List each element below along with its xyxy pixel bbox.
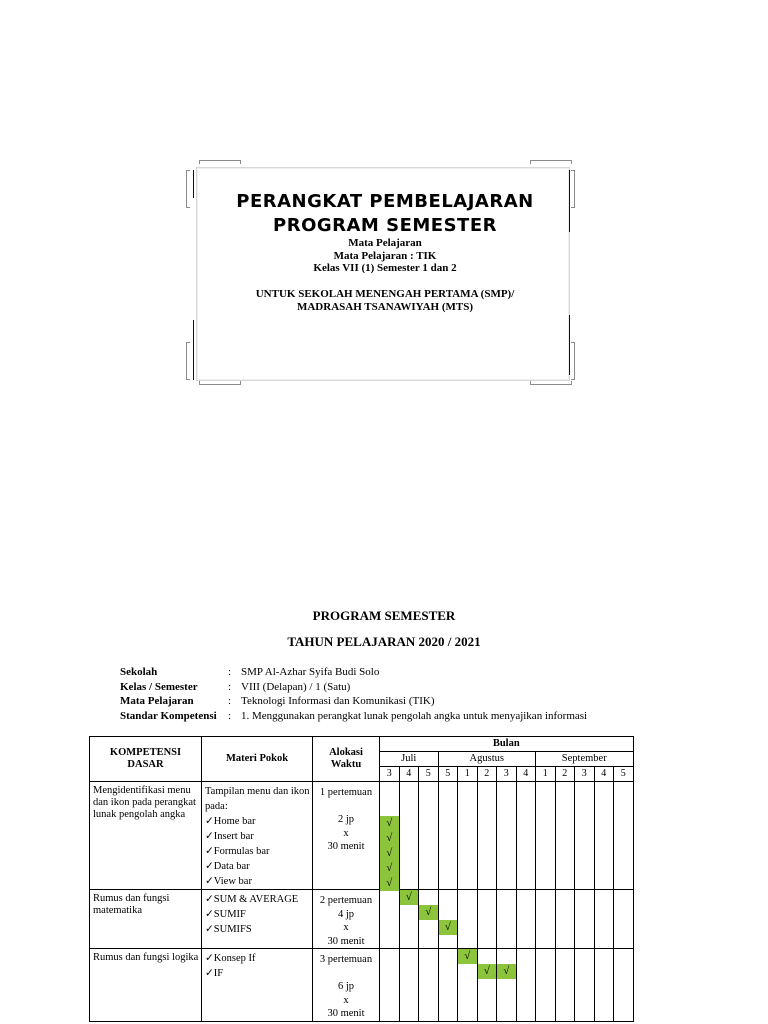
cover-title-line2: PROGRAM SEMESTER bbox=[273, 215, 497, 236]
schedule-cell bbox=[438, 949, 458, 1022]
schedule-cell bbox=[614, 890, 634, 949]
program-title: PROGRAM SEMESTER bbox=[312, 608, 456, 623]
materi-item: ✓Formulas bar bbox=[205, 846, 270, 857]
schedule-cell bbox=[419, 890, 439, 949]
cover-title-line1: PERANGKAT PEMBELAJARAN bbox=[236, 191, 534, 212]
info-block bbox=[120, 665, 587, 723]
cover-school-line2: MADRASAH TSANAWIYAH (MTS) bbox=[296, 300, 474, 313]
month-header: Juli bbox=[380, 752, 439, 767]
schedule-cell bbox=[575, 782, 595, 890]
frame-corner-ornament bbox=[199, 381, 241, 385]
week-number: 1 bbox=[458, 767, 478, 782]
schedule-cell bbox=[575, 949, 595, 1022]
info-label: Kelas / Semester bbox=[120, 680, 198, 693]
info-row bbox=[120, 680, 587, 695]
schedule-cell bbox=[477, 782, 497, 890]
header-materi-pokok: Materi Pokok bbox=[202, 737, 313, 782]
schedule-check-mark: √ bbox=[497, 964, 516, 979]
materi-pokok-cell bbox=[202, 782, 313, 890]
schedule-cell bbox=[380, 890, 400, 949]
alokasi-line: 30 menit bbox=[327, 935, 365, 947]
frame-corner-ornament bbox=[530, 381, 572, 385]
frame-side-line bbox=[569, 315, 570, 375]
program-semester-table bbox=[89, 736, 634, 1022]
info-row bbox=[120, 665, 587, 680]
schedule-cell bbox=[477, 949, 497, 1022]
alokasi-line bbox=[313, 800, 379, 814]
schedule-cell bbox=[458, 949, 478, 1022]
cover-title bbox=[186, 190, 584, 238]
schedule-cell bbox=[575, 890, 595, 949]
materi-pokok-cell bbox=[202, 890, 313, 949]
frame-side-line bbox=[193, 320, 194, 380]
alokasi-waktu-cell bbox=[313, 949, 380, 1022]
materi-item: ✓Data bar bbox=[205, 861, 250, 872]
week-number: 3 bbox=[497, 767, 517, 782]
month-header: Agustus bbox=[438, 752, 536, 767]
schedule-cell bbox=[594, 890, 614, 949]
schedule-cell bbox=[536, 890, 556, 949]
schedule-cell bbox=[399, 782, 419, 890]
schedule-cell bbox=[594, 949, 614, 1022]
materi-item: ✓Home bar bbox=[205, 816, 256, 827]
materi-item: ✓SUMIFS bbox=[205, 924, 252, 935]
alokasi-line: 4 jp bbox=[337, 908, 355, 920]
alokasi-line: 2 pertemuan bbox=[319, 895, 373, 906]
schedule-check-mark: √ bbox=[400, 890, 419, 905]
header-bulan: Bulan bbox=[380, 737, 634, 752]
schedule-cell bbox=[458, 782, 478, 890]
program-year: TAHUN PELAJARAN 2020 / 2021 bbox=[287, 634, 481, 649]
alokasi-line: x bbox=[343, 994, 349, 1006]
alokasi-line: 1 pertemuan bbox=[319, 787, 373, 798]
info-value: Teknologi Informasi dan Komunikasi (TIK) bbox=[241, 695, 435, 707]
week-number: 1 bbox=[536, 767, 556, 782]
info-colon: : bbox=[228, 680, 232, 693]
week-number: 5 bbox=[419, 767, 439, 782]
info-row bbox=[120, 709, 587, 724]
frame-corner-ornament bbox=[530, 160, 572, 164]
cover-school-block bbox=[186, 288, 584, 313]
schedule-cell bbox=[458, 890, 478, 949]
header-alokasi-waktu: Alokasi Waktu bbox=[313, 737, 380, 782]
schedule-cell bbox=[516, 782, 536, 890]
schedule-check-mark: √ bbox=[380, 876, 399, 891]
cover-subject-block bbox=[186, 237, 584, 275]
materi-item: ✓Konsep If bbox=[205, 953, 256, 964]
schedule-cell bbox=[419, 949, 439, 1022]
schedule-cell bbox=[594, 782, 614, 890]
schedule-cell bbox=[419, 782, 439, 890]
alokasi-waktu-cell bbox=[313, 890, 380, 949]
schedule-check-mark: √ bbox=[439, 920, 458, 935]
info-value: 1. Menggunakan perangkat lunak pengolah angka untuk menyajikan informasi bbox=[241, 709, 588, 722]
info-label: Mata Pelajaran bbox=[120, 695, 194, 707]
materi-item: ✓SUMIF bbox=[205, 909, 246, 920]
schedule-cell bbox=[555, 890, 575, 949]
schedule-check-mark: √ bbox=[478, 964, 497, 979]
info-row bbox=[120, 694, 587, 709]
schedule-cell bbox=[380, 782, 400, 890]
schedule-cell bbox=[555, 949, 575, 1022]
schedule-cell bbox=[516, 949, 536, 1022]
schedule-check-mark: √ bbox=[458, 949, 477, 964]
schedule-cell bbox=[380, 949, 400, 1022]
frame-corner-ornament bbox=[186, 342, 190, 380]
alokasi-line: 30 menit bbox=[327, 841, 365, 852]
cover-subject-value: Mata Pelajaran : TIK bbox=[333, 249, 437, 262]
materi-pokok-cell bbox=[202, 949, 313, 1022]
table-row bbox=[90, 782, 634, 890]
cover-class-semester: Kelas VII (1) Semester 1 dan 2 bbox=[313, 262, 457, 274]
schedule-cell bbox=[399, 890, 419, 949]
schedule-cell bbox=[438, 890, 458, 949]
schedule-check-mark: √ bbox=[380, 816, 399, 831]
info-value: VIII (Delapan) / 1 (Satu) bbox=[241, 680, 351, 693]
week-number: 5 bbox=[438, 767, 458, 782]
schedule-cell bbox=[497, 890, 517, 949]
cover-school-line1: UNTUK SEKOLAH MENENGAH PERTAMA (SMP)/ bbox=[255, 288, 515, 300]
week-number: 3 bbox=[575, 767, 595, 782]
schedule-cell bbox=[438, 782, 458, 890]
schedule-cell bbox=[516, 890, 536, 949]
materi-item: ✓SUM & AVERAGE bbox=[205, 894, 299, 905]
week-number: 5 bbox=[614, 767, 634, 782]
alokasi-line: 30 menit bbox=[327, 1008, 365, 1019]
week-number: 3 bbox=[380, 767, 400, 782]
schedule-cell bbox=[399, 949, 419, 1022]
schedule-cell bbox=[477, 890, 497, 949]
schedule-check-mark: √ bbox=[380, 861, 399, 876]
materi-item: ✓Insert bar bbox=[205, 831, 254, 842]
alokasi-waktu-cell bbox=[313, 782, 380, 890]
schedule-cell bbox=[536, 949, 556, 1022]
week-number: 4 bbox=[399, 767, 419, 782]
info-colon: : bbox=[228, 666, 232, 678]
info-label: Sekolah bbox=[120, 666, 158, 678]
info-colon: : bbox=[228, 695, 232, 707]
alokasi-line: 3 pertemuan bbox=[319, 954, 373, 965]
schedule-cell bbox=[497, 782, 517, 890]
cover-subject-label: Mata Pelajaran bbox=[348, 237, 422, 249]
alokasi-line: 6 jp bbox=[337, 981, 355, 992]
kompetensi-dasar-cell: Rumus dan fungsi logika bbox=[90, 949, 202, 1022]
schedule-cell bbox=[536, 782, 556, 890]
week-number: 2 bbox=[555, 767, 575, 782]
week-number: 2 bbox=[477, 767, 497, 782]
frame-corner-ornament bbox=[571, 342, 575, 380]
schedule-cell bbox=[614, 782, 634, 890]
alokasi-line bbox=[313, 967, 379, 981]
table-row bbox=[90, 949, 634, 1022]
kompetensi-dasar-cell: Rumus dan fungsi matematika bbox=[90, 890, 202, 949]
materi-item: ✓IF bbox=[205, 968, 224, 979]
frame-corner-ornament bbox=[199, 160, 241, 164]
schedule-cell bbox=[555, 782, 575, 890]
schedule-cell bbox=[497, 949, 517, 1022]
info-colon: : bbox=[228, 709, 232, 722]
schedule-check-mark: √ bbox=[380, 846, 399, 861]
header-kompetensi-dasar: KOMPETENSI DASAR bbox=[90, 737, 202, 782]
schedule-check-mark: √ bbox=[380, 831, 399, 846]
alokasi-line: x bbox=[343, 922, 349, 933]
info-value: SMP Al-Azhar Syifa Budi Solo bbox=[241, 666, 380, 678]
schedule-cell bbox=[614, 949, 634, 1022]
week-number: 4 bbox=[594, 767, 614, 782]
alokasi-line: x bbox=[343, 827, 349, 839]
materi-item: ✓View bar bbox=[205, 876, 252, 887]
table-row bbox=[90, 890, 634, 949]
month-header: September bbox=[536, 752, 634, 767]
materi-item: Tampilan menu dan ikon pada: bbox=[205, 786, 310, 812]
week-number: 4 bbox=[516, 767, 536, 782]
schedule-check-mark: √ bbox=[419, 905, 438, 920]
info-label: Standar Kompetensi bbox=[120, 709, 217, 722]
kompetensi-dasar-cell: Mengidentifikasi menu dan ikon pada perangkat lunak pengolah angka bbox=[90, 782, 202, 890]
alokasi-line: 2 jp bbox=[337, 814, 355, 825]
